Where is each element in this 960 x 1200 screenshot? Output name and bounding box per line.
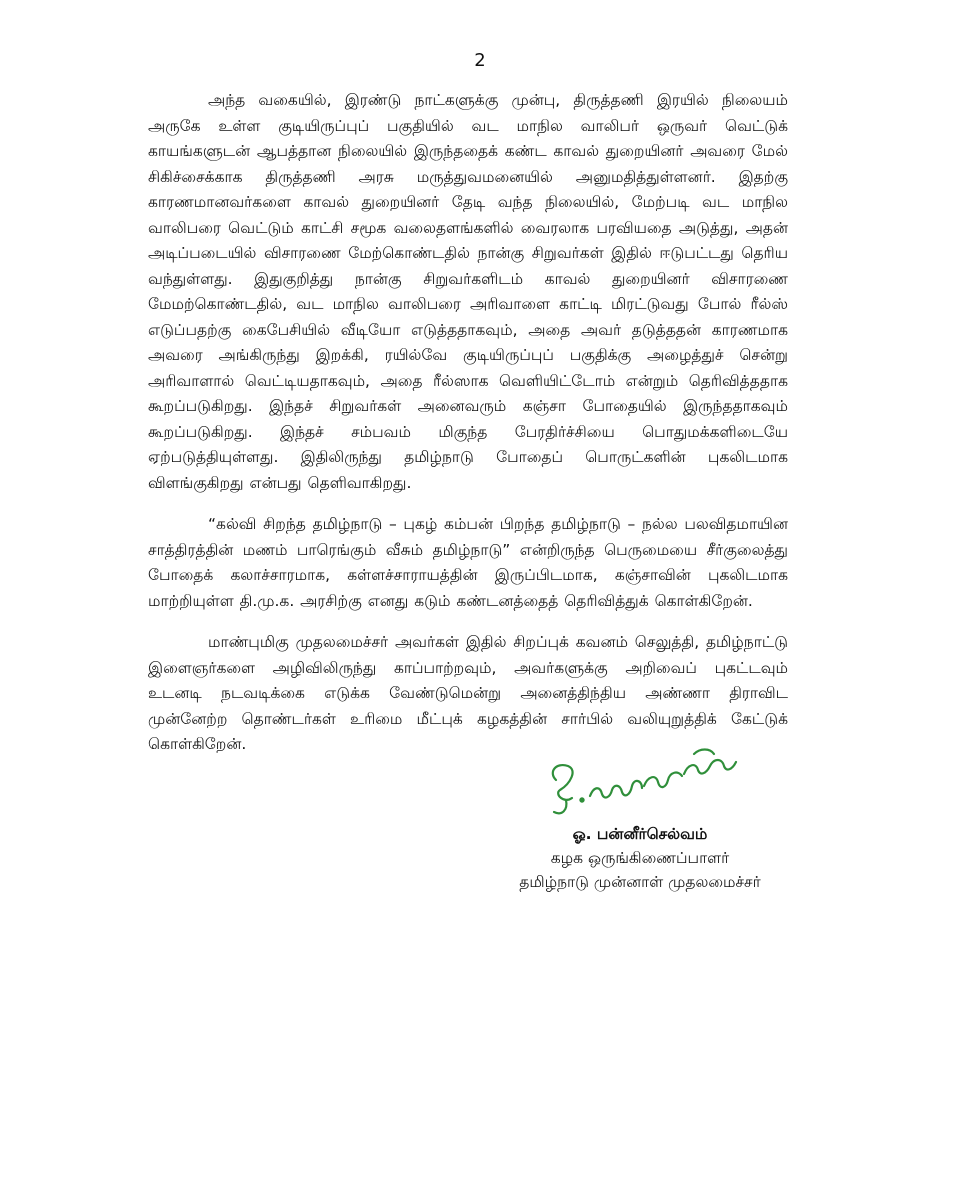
paragraph-appeal: மாண்புமிகு முதலமைச்சர் அவர்கள் இதில் சிறப்புக் கவனம் செலுத்தி, தமிழ்நாட்டு இளைஞர்களை அழிவிலிருந்து காப்பாற்றவும், அவர்களுக்கு அறிவைப் புகட்டவும் உடனடி நடவடிக்கை எடுக்க வேண்டுமென்று அனைத்திந்திய அண்ணா திராவிட முன்னேற்ற தொண்டர்கள் உரிமை மீட்புக் கழகத்தின் சார்பில் வலியுறுத்திக் கேட்டுக் கொள்கிறேன். <box>148 633 788 753</box>
signature-block <box>480 740 800 900</box>
signer-title: கழக ஒருங்கிணைப்பாளர் <box>550 849 730 867</box>
handwritten-signature <box>538 740 748 820</box>
signer-name: ஓ. பன்னீர்செல்வம் <box>572 825 708 843</box>
letter-body <box>148 88 788 774</box>
page-number: 2 <box>474 50 486 71</box>
paragraph-condemnation: “கல்வி சிறந்த தமிழ்நாடு – புகழ் கம்பன் பிறந்த தமிழ்நாடு – நல்ல பலவிதமாயின சாத்திரத்தின் மணம் பாரெங்கும் வீசும் தமிழ்நாடு” என்றிருந்த பெருமையை சீர்குலைத்து போதைக் கலாச்சாரமாக, கள்ளச்சாராயத்தின் இருப்பிடமாக, கஞ்சாவின் புகலிடமாக மாற்றியுள்ள தி.மு.க. அரசிற்கு எனது கடும் கண்டனத்தைத் தெரிவித்துக் கொள்கிறேன். <box>148 515 788 610</box>
paragraph-incident: அந்த வகையில், இரண்டு நாட்களுக்கு முன்பு, திருத்தணி இரயில் நிலையம் அருகே உள்ள குடியிருப்புப் பகுதியில் வட மாநில வாலிபர் ஒருவர் வெட்டுக் காயங்களுடன் ஆபத்தான நிலையில் இருந்ததைக் கண்ட காவல் துறையினர் அவரை மேல் சிகிச்சைக்காக திருத்தணி அரசு மருத்துவமனையில் அனுமதித்துள்ளனர். இதற்கு காரணமானவர்களை காவல் துறையினர் தேடி வந்த நிலையில், மேற்படி வட மாநில வாலிபரை வெட்டும் காட்சி சமூக வலைதளங்களில் வைரலாக பரவியதை அடுத்து, அதன் அடிப்படையில் விசாரணை மேற்கொண்டதில் நான்கு சிறுவர்கள் இதில் ஈடுபட்டது தெரிய வந்துள்ளது. இதுகுறித்து நான்கு சிறுவர்களிடம் காவல் துறையினர் விசாரணை மேமற்கொண்டதில், வட மாநில வாலிபரை அரிவாளை காட்டி மிரட்டுவது போல் ரீல்ஸ் எடுப்பதற்கு கைபேசியில் வீடியோ எடுத்ததாகவும், அதை அவர் தடுத்ததன் காரணமாக அவரை அங்கிருந்து இறக்கி, ரயில்வே குடியிருப்புப் பகுதிக்கு அழைத்துச் சென்று அரிவாளால் வெட்டியதாகவும், அதை ரீல்ஸாக வெளியிட்டோம் என்றும் தெரிவித்ததாக கூறப்படுகிறது. இந்தச் சிறுவர்கள் அனைவரும் கஞ்சா போதையில் இருந்ததாகவும் கூறப்படுகிறது. இந்தச் சம்பவம் மிகுந்த பேரதிர்ச்சியை பொதுமக்களிடையே ஏற்படுத்தியுள்ளது. இதிலிருந்து தமிழ்நாடு போதைப் பொருட்களின் புகலிடமாக விளங்குகிறது என்பது தெளிவாகிறது. <box>148 91 788 492</box>
signer-former-role: தமிழ்நாடு முன்னாள் முதலமைச்சர் <box>519 873 761 891</box>
